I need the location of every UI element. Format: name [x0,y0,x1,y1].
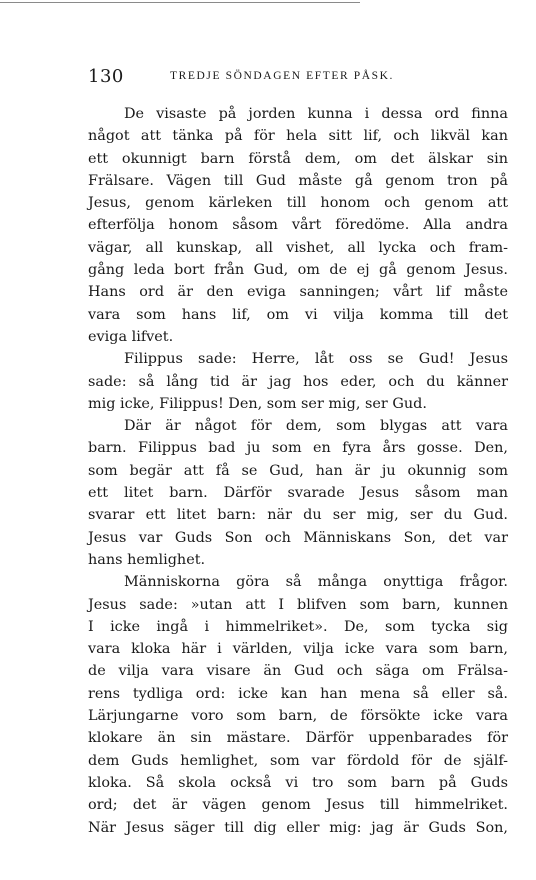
text-line: dem Guds hemlighet, som var fördold för de själf- [88,752,508,769]
page-number: 130 [88,66,124,87]
text-line: mig icke, Filippus! Den, som ser mig, ser Gud. [88,395,427,412]
body-text [88,103,508,839]
text-line: Människorna göra så många onyttiga frågor. [124,574,508,591]
text-line: de vilja vara visare än Gud och säga om Frälsa- [88,663,508,680]
text-line: När Jesus säger till dig eller mig: jag är Guds Son, [88,819,508,836]
text-line: klokare än sin mästare. Därför uppenbarades för [88,730,508,747]
text-line: svarar ett litet barn: när du ser mig, ser du Gud. [88,507,508,524]
text-line: Lärjungarne voro som barn, de försökte icke vara [88,708,508,725]
text-line: Jesus, genom kärleken till honom och genom att [88,195,508,212]
text-line: efterfölja honom såsom vårt föredöme. Alla andra [88,217,508,234]
text-line: eviga lifvet. [88,328,174,345]
text-line: rens tydliga ord: icke kan han mena så eller så. [88,685,508,702]
page-header [88,66,508,88]
text-line: ett okunnigt barn förstå dem, om det älskar sin [88,150,508,167]
text-line: Jesus sade: »utan att I blifven som barn, kunnen [88,596,508,613]
text-line: I icke ingå i himmelriket». De, som tycka sig [88,618,508,635]
text-line: något att tänka på för hela sitt lif, och likväl kan [88,128,508,145]
text-line: Jesus var Guds Son och Människans Son, det var [88,529,508,546]
text-line: ord; det är vägen genom Jesus till himmelriket. [88,797,508,814]
text-line: sade: så lång tid är jag hos eder, och du känner [88,373,508,390]
text-line: ett litet barn. Därför svarade Jesus såsom man [88,485,508,502]
text-line: kloka. Så skola också vi tro som barn på Guds [88,774,508,791]
text-line: hans hemlighet. [88,551,206,568]
text-line: vägar, all kunskap, all vishet, all lycka och fram- [88,239,508,256]
top-scan-edge [0,2,360,3]
text-line: vara kloka här i världen, vilja icke vara som barn, [88,641,508,658]
text-line: De visaste på jorden kunna i dessa ord finna [124,106,508,122]
text-line: Filippus sade: Herre, låt oss se Gud! Jesus [124,351,508,368]
text-line: Där är något för dem, som blygas att vara [124,418,508,435]
text-line: barn. Filippus bad ju som en fyra års gosse. Den, [88,440,508,457]
text-line: gång leda bort från Gud, om de ej gå genom Jesus. [88,262,508,279]
text-line: Hans ord är den eviga sanningen; vårt lif måste [88,284,508,301]
text-line: som begär att få se Gud, han är ju okunnig som [88,462,508,479]
text-line: vara som hans lif, om vi vilja komma till det [88,306,508,323]
running-title: TREDJE SÖNDAGEN EFTER PÅSK. [170,70,395,82]
text-line: Frälsare. Vägen till Gud måste gå genom tron på [88,172,508,189]
